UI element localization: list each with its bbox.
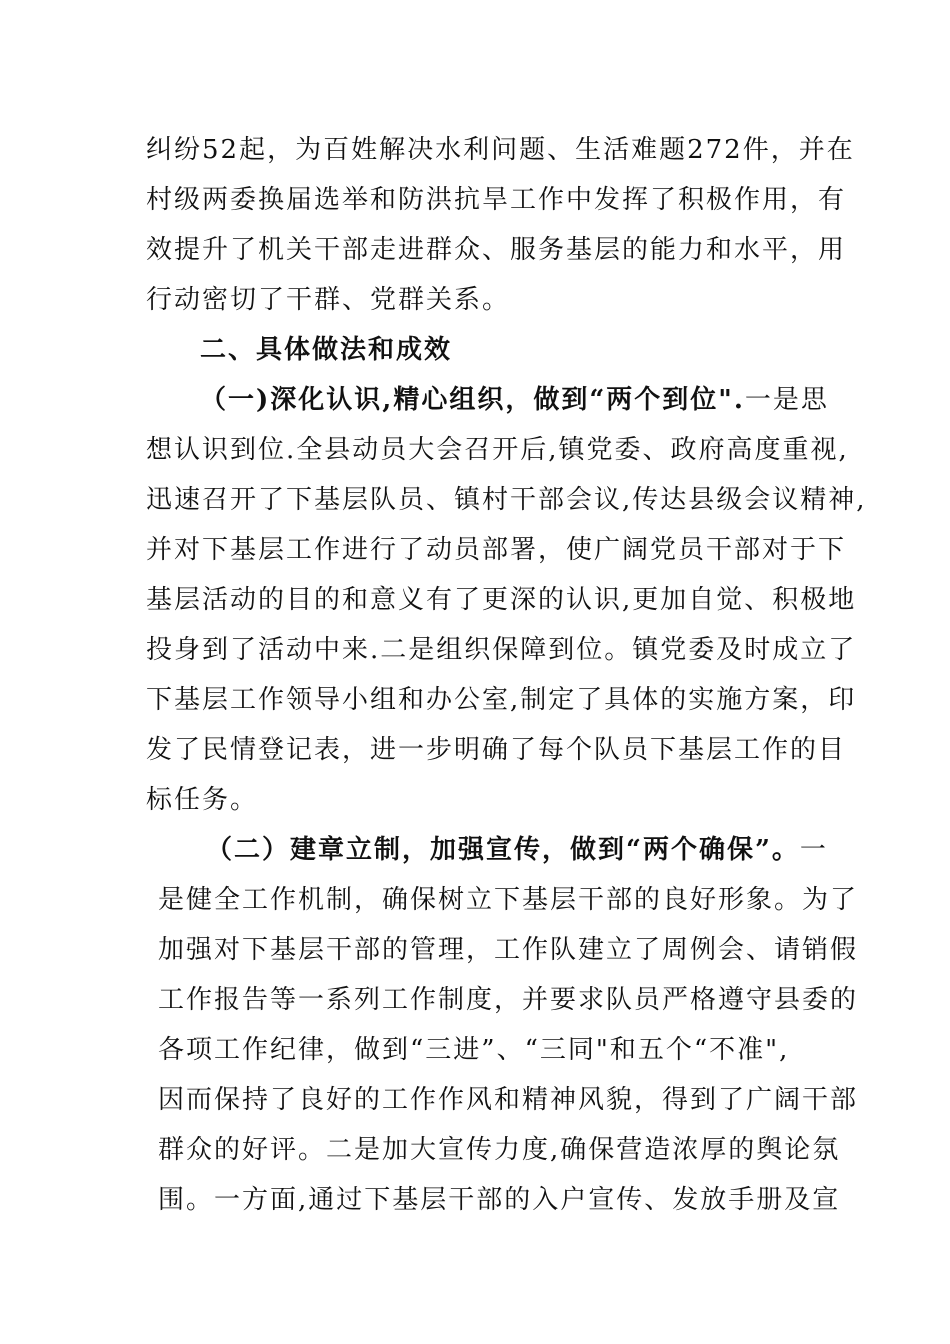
section-heading: 二、具体做法和成效: [200, 335, 453, 365]
subsection-1-line-6: 下基层工作领导小组和办公室,制定了具体的实施方案，印: [146, 685, 857, 715]
subsection-2-line-4: 各项工作纪律，做到“三进”、“三同"和五个“不准",: [158, 1035, 790, 1065]
subsection-1-line-3: 并对下基层工作进行了动员部署，使广阔党员干部对于下: [146, 535, 847, 565]
subsection-2-line-5: 因而保持了良好的工作作风和精神风貌，得到了广阔干部: [158, 1085, 859, 1115]
subsection-1-first-line: [200, 383, 829, 417]
intro-line-4: 行动密切了干群、党群关系。: [146, 285, 511, 315]
subsection-2-first-line-rest: 一: [799, 835, 828, 865]
subsection-1-line-4: 基层活动的目的和意义有了更深的认识,更加自觉、积极地: [146, 585, 857, 615]
subsection-1-heading: （一)深化认识,精心组织，做到“两个到位".: [200, 385, 745, 415]
subsection-2-line-7: 围。一方面,通过下基层干部的入户宣传、发放手册及宣: [158, 1185, 841, 1215]
intro-line-3: 效提升了机关干部走进群众、服务基层的能力和水平，用: [146, 235, 847, 265]
subsection-1-line-5: 投身到了活动中来.二是组织保障到位。镇党委及时成立了: [146, 635, 857, 665]
subsection-2-line-3: 工作报告等一系列工作制度，并要求队员严格遵守县委的: [158, 985, 859, 1015]
intro-line-1: 纠纷52起，为百姓解决水利问题、生活难题272件，并在: [146, 135, 855, 165]
subsection-1-line-8: 标任务。: [146, 785, 259, 815]
subsection-1-line-7: 发了民情登记表，进一步明确了每个队员下基层工作的目: [146, 735, 847, 765]
subsection-2-heading: （二）建章立制，加强宣传，做到“两个确保”。: [206, 835, 800, 865]
subsection-1-line-1: 想认识到位.全县动员大会召开后,镇党委、政府高度重视,: [146, 435, 849, 465]
subsection-2-line-6: 群众的好评。二是加大宣传力度,确保营造浓厚的舆论氛: [158, 1135, 841, 1165]
subsection-2-line-2: 加强对下基层干部的管理，工作队建立了周例会、请销假: [158, 935, 859, 965]
subsection-1-line-2: 迅速召开了下基层队员、镇村干部会议,传达县级会议精神,: [146, 485, 867, 515]
subsection-2-line-1: 是健全工作机制，确保树立下基层干部的良好形象。为了: [158, 885, 859, 915]
intro-line-2: 村级两委换届选举和防洪抗旱工作中发挥了积极作用，有: [146, 185, 847, 215]
subsection-1-first-line-rest: 一是思: [744, 385, 829, 415]
subsection-2-first-line: [206, 833, 828, 867]
